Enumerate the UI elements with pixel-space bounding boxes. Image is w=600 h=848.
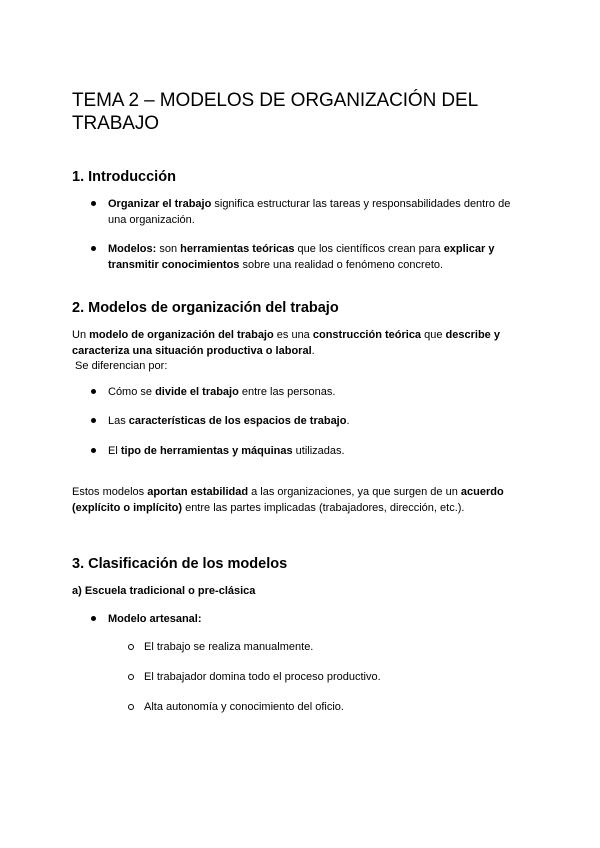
bullet-icon bbox=[91, 201, 96, 206]
bold-text: aportan estabilidad bbox=[147, 486, 249, 498]
bullet-icon bbox=[91, 448, 96, 453]
text: a las organizaciones, ya que surgen de un bbox=[248, 486, 461, 498]
circle-bullet-icon bbox=[128, 704, 134, 710]
text: Las bbox=[108, 415, 129, 427]
section-heading-introduccion: 1. Introducción bbox=[72, 169, 176, 185]
text: sobre una realidad o fenómeno concreto. bbox=[239, 259, 444, 271]
circle-bullet-icon bbox=[128, 674, 134, 680]
list-item-modelo-artesanal: Modelo artesanal: bbox=[108, 613, 202, 625]
paragraph-closing bbox=[72, 484, 532, 516]
bold-text: divide el trabajo bbox=[155, 386, 239, 398]
circle-bullet-icon bbox=[128, 644, 134, 650]
bold-text: características de los espacios de trabajo bbox=[128, 415, 347, 427]
bold-text: modelo de organización del trabajo bbox=[89, 329, 274, 341]
paragraph-differ: Se diferencian por: bbox=[72, 360, 168, 372]
text: Estos modelos bbox=[72, 486, 148, 498]
bullet-icon bbox=[91, 616, 96, 621]
document-title: TEMA 2 – MODELOS DE ORGANIZACIÓN DEL TRABAJO bbox=[72, 90, 478, 134]
bold-text: Modelos: bbox=[108, 243, 157, 255]
subheading-escuela-tradicional: a) Escuela tradicional o pre-clásica bbox=[72, 585, 256, 597]
sublist-item: El trabajo se realiza manualmente. bbox=[144, 641, 314, 653]
list-item-divide bbox=[108, 384, 528, 400]
text: que los científicos crean para bbox=[294, 243, 444, 255]
text: significa estructurar las tareas y responsabilidades dentro de una organización. bbox=[108, 198, 511, 226]
list-item-caracteristicas bbox=[108, 413, 528, 429]
section-heading-clasificacion: 3. Clasificación de los modelos bbox=[72, 556, 288, 572]
text: entre las partes implicadas (trabajadores, dirección, etc.). bbox=[182, 502, 465, 514]
bullet-icon bbox=[91, 418, 96, 423]
bold-text: tipo de herramientas y máquinas bbox=[120, 445, 293, 457]
list-item-herramientas bbox=[108, 443, 528, 459]
bold-text: acuerdo (explícito o implícito) bbox=[72, 486, 504, 514]
bold-text: explicar y transmitir conocimientos bbox=[108, 243, 495, 271]
paragraph-intro bbox=[72, 327, 532, 359]
bold-text: Organizar el trabajo bbox=[108, 198, 212, 210]
text: Un bbox=[72, 329, 90, 341]
bullet-icon bbox=[91, 246, 96, 251]
text: . bbox=[346, 415, 350, 427]
text: son bbox=[156, 243, 181, 255]
text: que bbox=[421, 329, 446, 341]
text: entre las personas. bbox=[238, 386, 336, 398]
bullet-icon bbox=[91, 389, 96, 394]
bold-text: describe y caracteriza una situación productiva o laboral bbox=[72, 329, 500, 357]
text: es una bbox=[273, 329, 313, 341]
text: utilizadas. bbox=[292, 445, 345, 457]
list-item-organizar bbox=[108, 196, 528, 228]
bold-text: herramientas teóricas bbox=[180, 243, 295, 255]
text: . bbox=[311, 345, 315, 357]
list-item-modelos bbox=[108, 241, 528, 273]
sublist-item: El trabajador domina todo el proceso productivo. bbox=[144, 671, 381, 683]
text: Cómo se bbox=[108, 386, 156, 398]
text: El bbox=[108, 445, 121, 457]
bold-text: construcción teórica bbox=[312, 329, 422, 341]
sublist-item: Alta autonomía y conocimiento del oficio. bbox=[144, 701, 344, 713]
section-heading-modelos: 2. Modelos de organización del trabajo bbox=[72, 300, 339, 316]
